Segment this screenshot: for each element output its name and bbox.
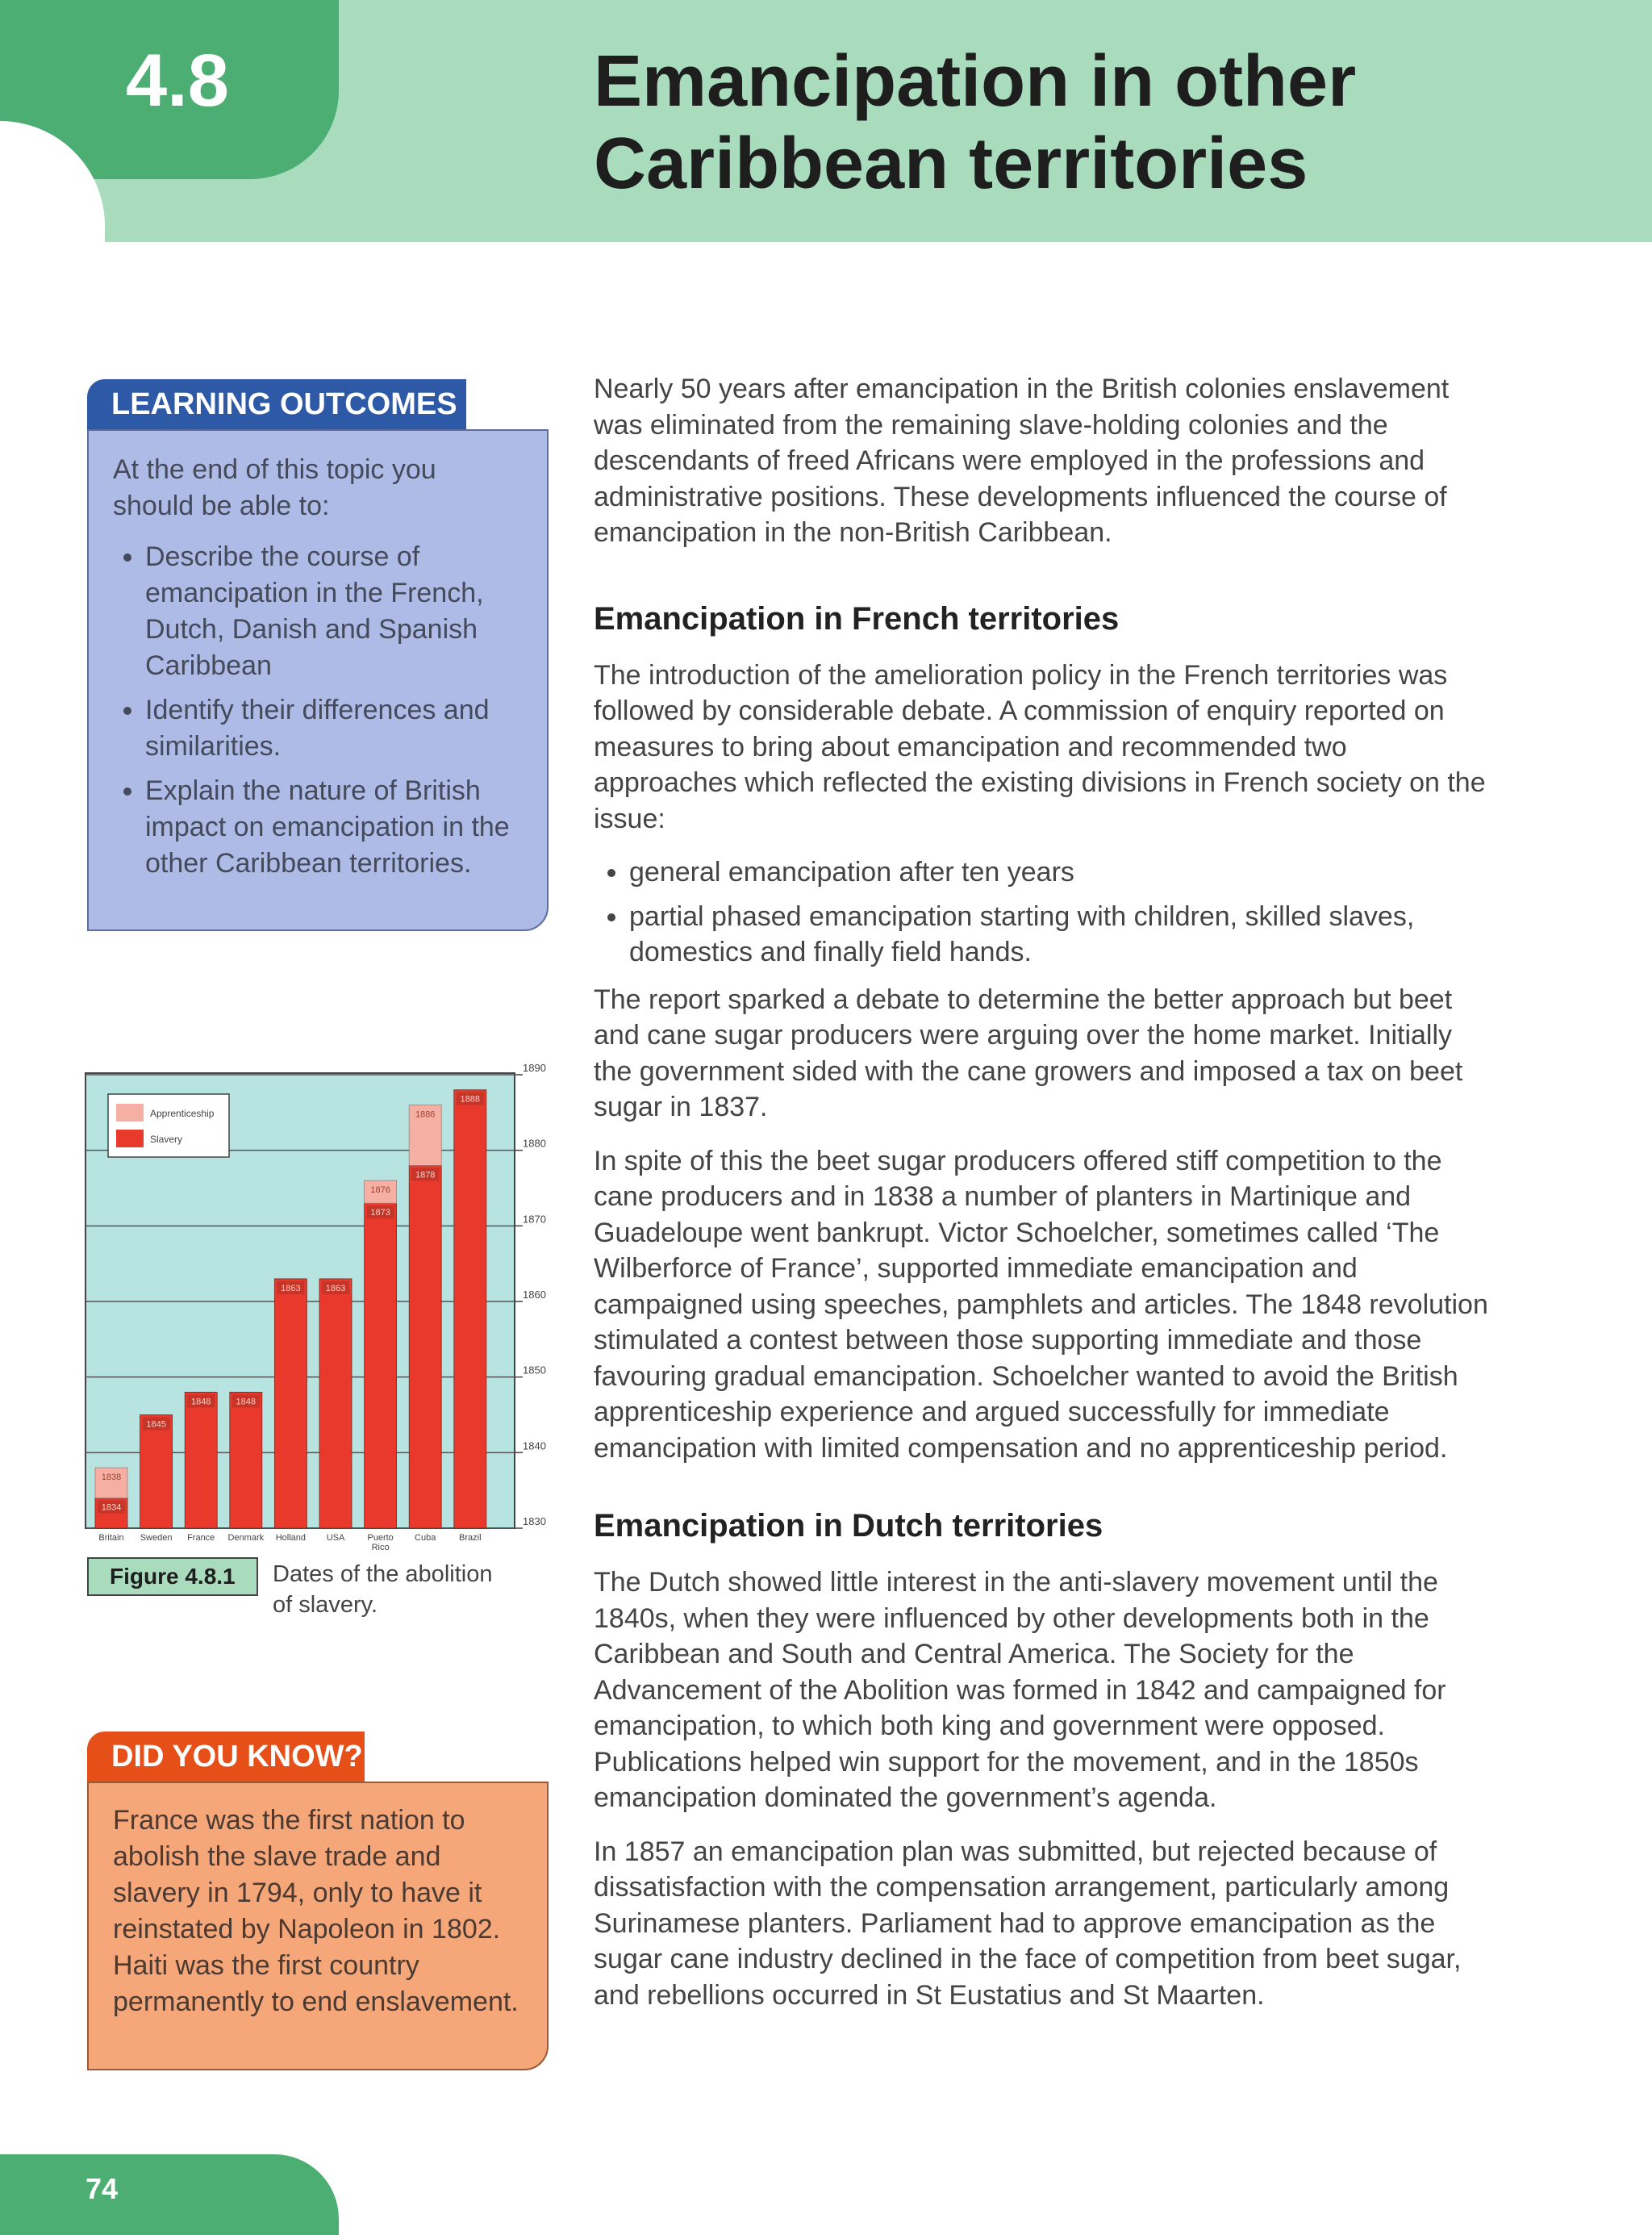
chart-bar-slavery xyxy=(454,1090,486,1528)
page-title-line-2: Caribbean territories xyxy=(594,123,1308,204)
dutch-paragraph-2: In 1857 an emancipation plan was submitted, but rejected because of dissatisfaction with the compensation arrangement, particularly among Surinamese planters. Parliament had to approve emancipation as the sugar cane industry declined in the face of competition from beet sugar, and rebellions occurred in St Eustatius and St Maarten. xyxy=(594,1836,1462,2011)
chart-x-tick-label: Holland xyxy=(275,1533,307,1543)
chart-bar-label-slavery: 1878 xyxy=(415,1170,436,1180)
page-number: 74 xyxy=(86,2172,119,2205)
chart-x-tick-label: Cuba xyxy=(415,1533,436,1543)
chart-x-tick-label: France xyxy=(187,1533,215,1543)
chart-bar-label-apprenticeship: 1876 xyxy=(370,1185,390,1196)
chart-bar-slavery xyxy=(230,1392,262,1528)
chart-x-tick-label: Britain xyxy=(98,1533,124,1543)
chart-legend-swatch-apprenticeship xyxy=(116,1104,144,1122)
chart-bar-slavery xyxy=(185,1392,217,1528)
chart-y-tick-label: 1840 xyxy=(523,1439,546,1452)
chart-legend-label-apprenticeship: Apprenticeship xyxy=(150,1108,215,1119)
figure-caption: Dates of the abolition of slavery. xyxy=(273,1561,493,1618)
did-you-know-box xyxy=(87,1782,549,2070)
page-title-line-1: Emancipation in other xyxy=(594,41,1357,122)
french-section-heading: Emancipation in French territories xyxy=(594,600,1120,637)
learning-outcome-item: • Identify their differences and similarities. xyxy=(145,692,523,765)
chart-y-tick-label: 1860 xyxy=(523,1289,546,1301)
dutch-section-heading: Emancipation in Dutch territories xyxy=(594,1508,1103,1544)
figure-number: Figure 4.8.1 xyxy=(87,1557,258,1596)
chart-bar-label-slavery: 1863 xyxy=(325,1283,346,1293)
page-title xyxy=(594,40,1356,205)
french-approach-item: • partial phased emancipation starting with children, skilled slaves, domestics and finally field hands. xyxy=(629,899,1497,971)
chart-y-tick-label: 1880 xyxy=(523,1137,546,1150)
french-paragraph-2: The report sparked a debate to determine the better approach but beet and cane sugar producers were arguing over the home market. Initially the government sided with the cane growers and imposed a tax on beet sugar in 1837. xyxy=(594,984,1463,1122)
chart-y-tick-label: 1830 xyxy=(523,1515,546,1527)
chart-bar-label-slavery: 1845 xyxy=(146,1419,166,1430)
learning-outcome-item: • Describe the course of emancipation in the French, Dutch, Danish and Spanish Caribbean xyxy=(145,539,523,684)
chart-bar-label-slavery: 1848 xyxy=(236,1397,257,1407)
chart-x-tick-label: Brazil xyxy=(459,1533,482,1543)
chart-bar-slavery xyxy=(365,1203,397,1528)
learning-outcomes-heading: LEARNING OUTCOMES xyxy=(87,379,466,429)
chart-x-tick-label: USA xyxy=(326,1533,345,1543)
chart-y-tick-label: 1890 xyxy=(523,1062,546,1074)
dutch-paragraph-1: The Dutch showed little interest in the anti-slavery movement until the 1840s, when they were influenced by other developments both in the Caribbean and South and Central America. The Society for the Advancement of the Abolition was formed in 1842 and campaigned for emancipation, to which both king and government were opposed. Publications helped win support for the movement, and in the 1850s emancipation dominated the government’s agenda. xyxy=(594,1567,1446,1813)
learning-outcomes-list xyxy=(113,539,523,882)
french-paragraph-3: In spite of this the beet sugar producers offered stiff competition to the cane producers and in 1838 a number of planters in Martinique and Guadeloupe went bankrupt. Victor Schoelcher, sometimes called ‘The Wilberforce of France’, supported immediate emancipation and campaigned using speeches, pamphlets and articles. The 1848 revolution stimulated a contest between those supporting immediate and those favouring gradual emancipation. Schoelcher wanted to avoid the British apprenticeship experience and argued successfully for immediate emancipation with limited compensation and no apprenticeship period. xyxy=(594,1145,1488,1464)
french-approach-item: • general emancipation after ten years xyxy=(629,854,1497,891)
chart-y-tick-label: 1850 xyxy=(523,1364,546,1377)
intro-paragraph: Nearly 50 years after emancipation in the British colonies enslavement was eliminated from the remaining slave-holding colonies and the descendants of freed Africans were employed in the professions and administrative positions. These developments influenced the course of emancipation in the non-British Caribbean. xyxy=(594,374,1450,548)
chart-bar-slavery xyxy=(140,1415,173,1529)
chart-bar-slavery xyxy=(319,1279,352,1528)
footer-tab xyxy=(0,2154,339,2235)
chart-y-tick-label: 1870 xyxy=(523,1213,546,1226)
chart-bar-label-apprenticeship: 1886 xyxy=(415,1109,436,1120)
chart-bar-label-slavery: 1834 xyxy=(101,1502,122,1513)
did-you-know-heading: DID YOU KNOW? xyxy=(87,1732,365,1782)
learning-outcome-item: • Explain the nature of British impact on emancipation in the other Caribbean territories. xyxy=(145,773,523,882)
learning-outcomes-box xyxy=(87,429,549,931)
french-paragraph-1: The introduction of the amelioration policy in the French territories was followed by considerable debate. A commission of enquiry reported on measures to bring about emancipation and recommended two approaches which reflected the existing divisions in French society on the issue: xyxy=(594,659,1486,834)
main-text-column xyxy=(594,371,1497,2031)
chart-x-tick-label: Puerto Rico xyxy=(367,1533,394,1552)
chart-bar-slavery xyxy=(409,1165,441,1528)
chart-x-tick-label: Sweden xyxy=(140,1533,173,1543)
chart-legend-swatch-slavery xyxy=(116,1130,144,1147)
chart-bar-label-slavery: 1863 xyxy=(281,1283,301,1293)
chart-legend-label-slavery: Slavery xyxy=(150,1134,183,1145)
chart-x-tick-label: Denmark xyxy=(227,1533,265,1543)
chart-bar-label-slavery: 1848 xyxy=(190,1397,211,1407)
did-you-know-text: France was the first nation to abolish the slave trade and slavery in 1794, only to have it reinstated by Napoleon in 1802. Haiti was the first country permanently to end enslavement. xyxy=(113,1805,519,2017)
chart-bar-label-slavery: 1888 xyxy=(460,1094,481,1105)
abolition-chart-svg xyxy=(86,1062,553,1530)
french-approaches-list xyxy=(594,854,1497,971)
chart-bar-slavery xyxy=(274,1279,307,1528)
chart-bar-label-apprenticeship: 1838 xyxy=(101,1473,122,1483)
topic-number: 4.8 xyxy=(126,40,229,122)
chart-bar-label-slavery: 1873 xyxy=(370,1208,390,1218)
learning-outcomes-intro: At the end of this topic you should be able to: xyxy=(113,454,436,521)
chart-legend xyxy=(108,1094,229,1157)
abolition-chart xyxy=(86,1062,553,1530)
chart-x-axis-labels xyxy=(86,1533,537,1557)
